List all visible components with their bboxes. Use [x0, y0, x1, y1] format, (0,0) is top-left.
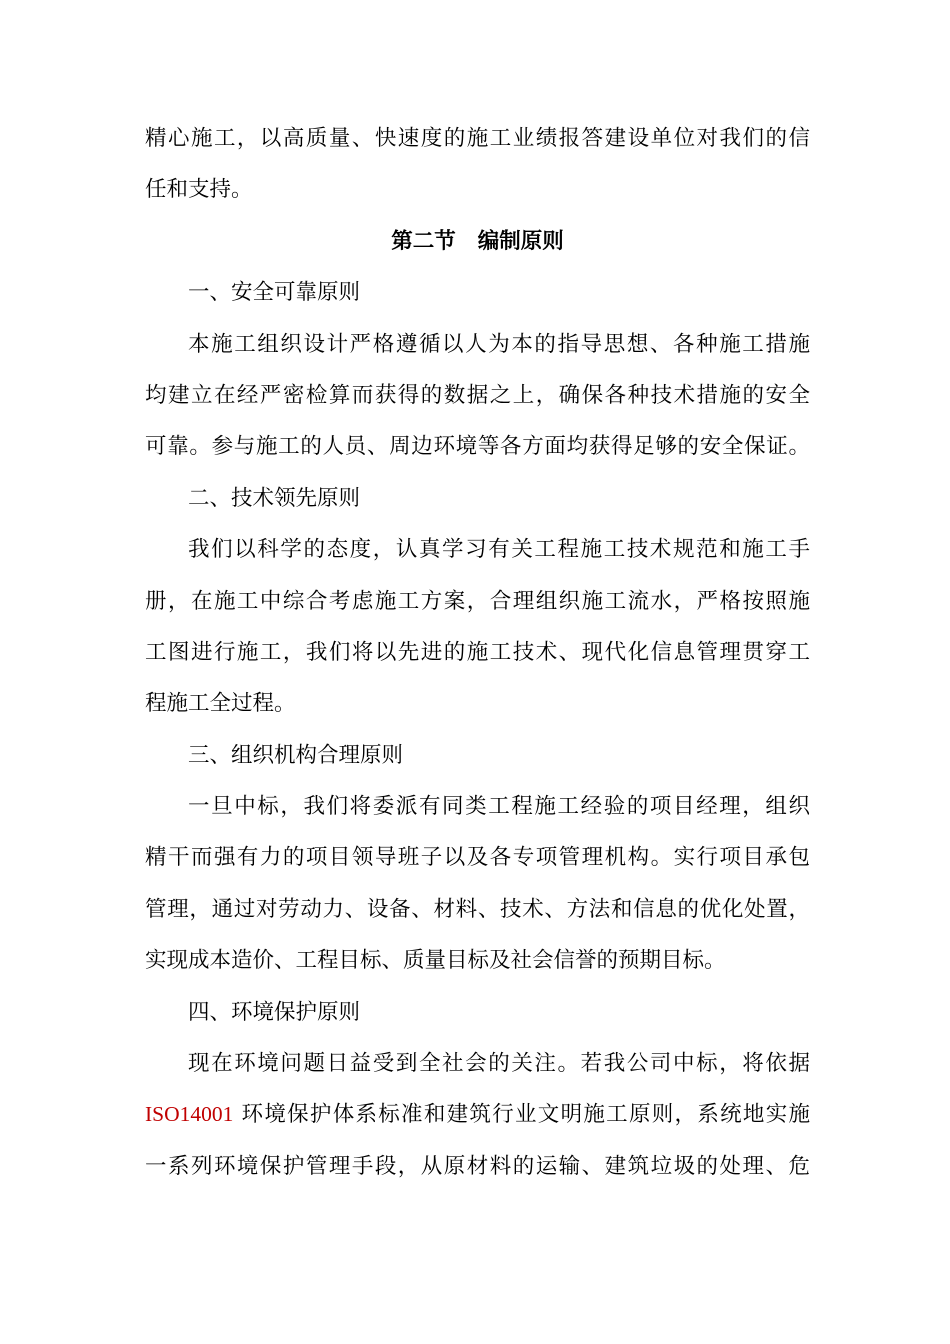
paragraph-line: 一系列环境保护管理手段，从原材料的运输、建筑垃圾的处理、危 — [145, 1153, 810, 1179]
paragraph-line: 册，在施工中综合考虑施工方案，合理组织施工流水，严格按照施 — [145, 588, 810, 614]
document-body — [145, 113, 810, 1192]
principle-heading-technology: 二、技术领先原则 — [188, 485, 361, 511]
paragraph-line: 精干而强有力的项目领导班子以及各专项管理机构。实行项目承包 — [145, 845, 810, 871]
section-heading-number: 第二节 — [391, 228, 456, 254]
paragraph-line: 实现成本造价、工程目标、质量目标及社会信誉的预期目标。 — [145, 948, 726, 974]
intro-line-2: 任和支持。 — [145, 177, 253, 203]
paragraph-line: 一旦中标，我们将委派有同类工程施工经验的项目经理，组织 — [188, 794, 810, 820]
iso-standard-code: ISO14001 — [145, 1102, 234, 1127]
section-heading-title: 编制原则 — [477, 228, 564, 254]
intro-line-1: 精心施工，以高质量、快速度的施工业绩报答建设单位对我们的信 — [145, 126, 810, 151]
principle-heading-organization: 三、组织机构合理原则 — [188, 742, 404, 768]
paragraph-line: 本施工组织设计严格遵循以人为本的指导思想、各种施工措施 — [188, 331, 810, 357]
paragraph-line: 程施工全过程。 — [145, 691, 296, 717]
paragraph-line-text: 环境保护体系标准和建筑行业文明施工原则，系统地实施 — [233, 1102, 810, 1128]
section-heading — [145, 216, 810, 267]
paragraph-line: 管理，通过对劳动力、设备、材料、技术、方法和信息的优化处置， — [145, 896, 810, 922]
paragraph-line: 现在环境问题日益受到全社会的关注。若我公司中标，将依据 — [188, 1051, 810, 1077]
paragraph-line: 工图进行施工，我们将以先进的施工技术、现代化信息管理贯穿工 — [145, 639, 810, 665]
paragraph-line: 均建立在经严密检算而获得的数据之上，确保各种技术措施的安全 — [145, 382, 810, 408]
paragraph-line — [145, 1089, 810, 1140]
principle-heading-safety: 一、安全可靠原则 — [188, 280, 361, 306]
principle-heading-environment: 四、环境保护原则 — [188, 999, 361, 1025]
paragraph-line: 我们以科学的态度，认真学习有关工程施工技术规范和施工手 — [188, 537, 810, 563]
paragraph-line: 可靠。参与施工的人员、周边环境等各方面均获得足够的安全保证。 — [145, 434, 810, 460]
